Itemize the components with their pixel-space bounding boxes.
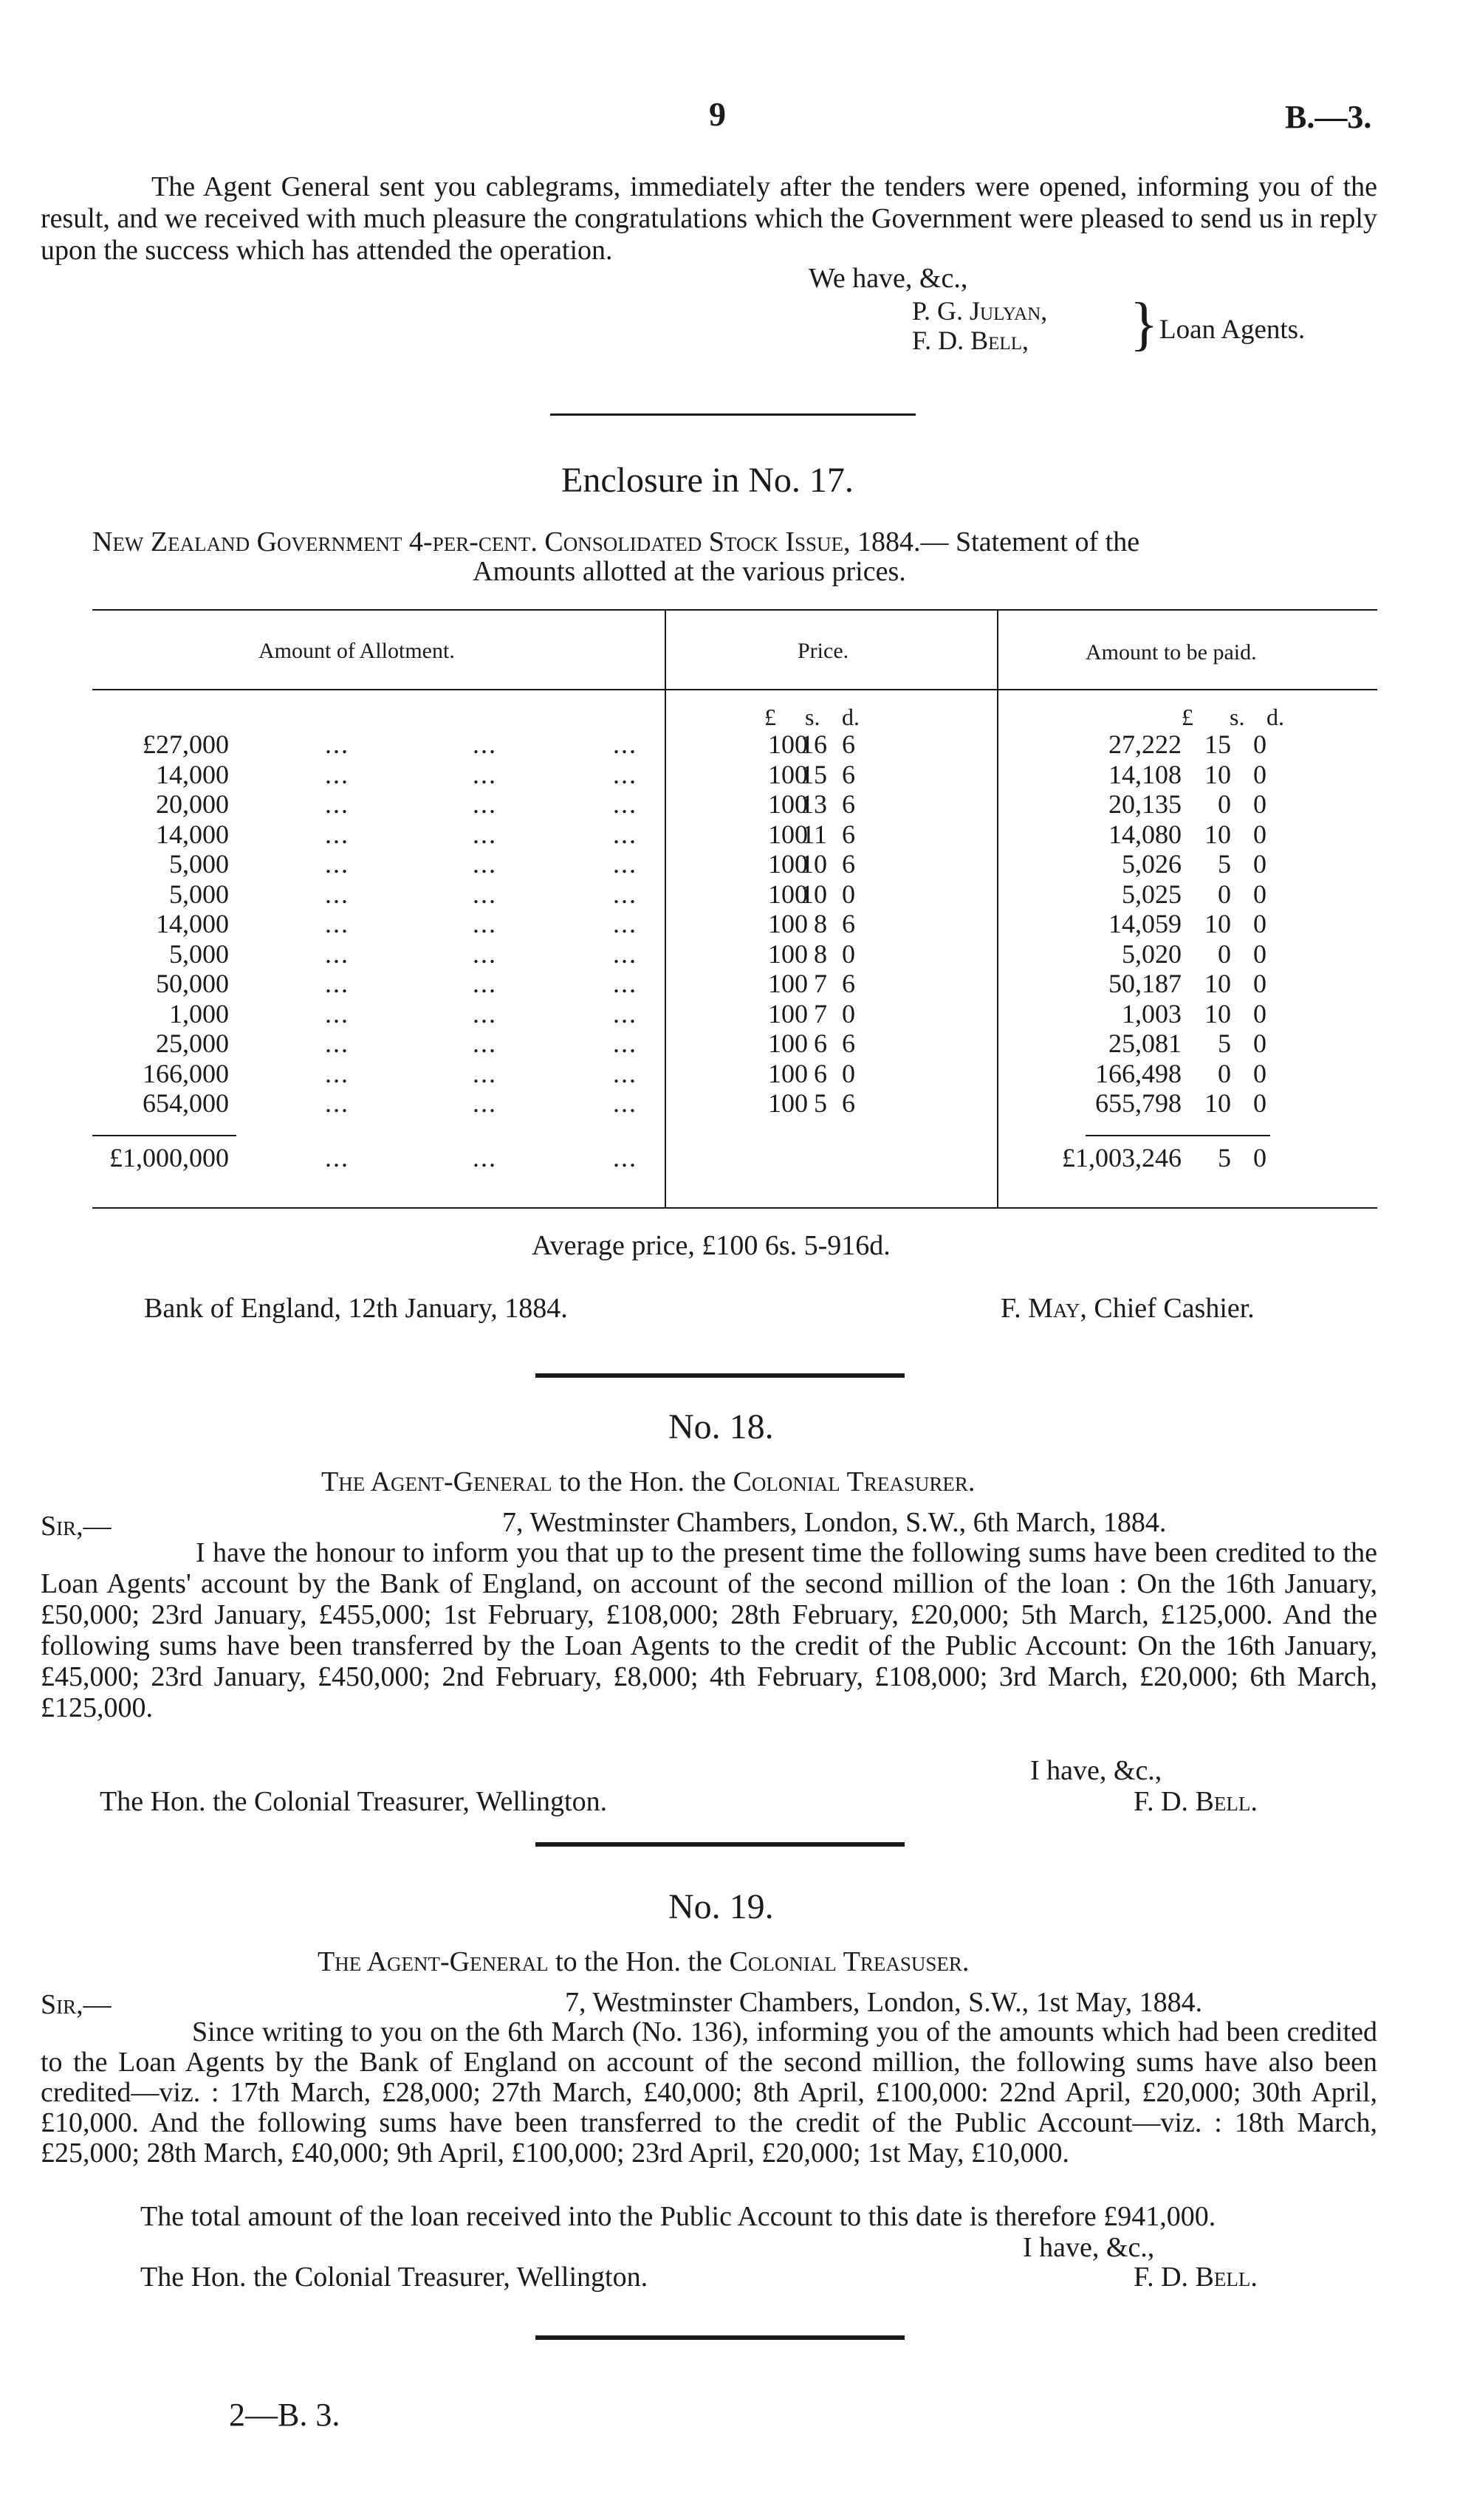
cashier-signature — [1001, 1292, 1255, 1325]
enclosure-title — [92, 526, 1377, 558]
amount-shillings-cell: 5 — [1218, 1029, 1231, 1058]
price-pence-cell: 0 — [842, 938, 855, 969]
table-bottom-rule — [92, 1207, 1377, 1209]
price-pence-cell: 0 — [842, 879, 855, 909]
price-pounds-cell: 100 — [768, 1058, 808, 1088]
dots-1: ... — [325, 909, 349, 938]
letter-18-salutation: Sir,— — [41, 1511, 112, 1542]
amount-pence-cell: 0 — [1253, 759, 1266, 789]
dots-2: ... — [473, 1029, 497, 1058]
amount-shillings-cell: 5 — [1218, 849, 1231, 879]
dots-1: ... — [325, 819, 349, 849]
price-pounds-cell: 100 — [768, 819, 808, 849]
price-pence-cell: 6 — [842, 789, 855, 819]
sender: The Agent-General — [321, 1466, 552, 1497]
amount-pence-cell: 0 — [1253, 1029, 1266, 1058]
allotment-cell: 14,000 — [156, 909, 229, 938]
amount-shillings-cell: 15 — [1204, 729, 1231, 759]
col-header-price: Price. — [798, 639, 849, 663]
allotment-table — [92, 609, 1377, 1218]
amount-pounds-cell: 5,026 — [1122, 849, 1182, 879]
amount-shillings-cell: 0 — [1218, 879, 1231, 909]
allotment-cell: 50,000 — [156, 969, 229, 998]
amount-pence-cell: 0 — [1253, 1088, 1266, 1118]
dots-2: ... — [473, 819, 497, 849]
amount-pence-cell: 0 — [1253, 1058, 1266, 1088]
price-pounds-cell: 100 — [768, 938, 808, 969]
dots-1: ... — [325, 1058, 349, 1088]
amount-shillings-cell: 10 — [1204, 819, 1231, 849]
dots-3: ... — [613, 998, 637, 1029]
price-pence-cell: 6 — [842, 1088, 855, 1118]
letter-19-recipient: The Hon. the Colonial Treasurer, Wellington. — [140, 2262, 648, 2293]
signatories-brace: } — [1130, 292, 1159, 357]
amount-pounds-cell: 25,081 — [1108, 1029, 1182, 1058]
amount-pounds-cell: 14,108 — [1108, 759, 1182, 789]
amount-shillings-cell: 10 — [1204, 1088, 1231, 1118]
letter-18-recipient: The Hon. the Colonial Treasurer, Wellington. — [100, 1786, 608, 1817]
col-header-amount: Amount to be paid. — [1086, 640, 1257, 665]
allotment-cell: 166,000 — [143, 1058, 229, 1088]
dots-1: ... — [325, 938, 349, 969]
price-pounds-cell: 100 — [768, 729, 808, 759]
price-shillings-cell: 13 — [801, 789, 827, 819]
price-shillings-cell: 10 — [801, 879, 827, 909]
dots-2: ... — [473, 789, 497, 819]
dots-2: ... — [473, 998, 497, 1029]
letter-18-route — [321, 1466, 975, 1498]
allotment-cell: 5,000 — [169, 938, 229, 969]
price-shillings-cell: 10 — [801, 849, 827, 879]
route-prefix: to the Hon. the — [559, 1466, 726, 1497]
price-pounds-cell: 100 — [768, 789, 808, 819]
price-pence-cell: 6 — [842, 819, 855, 849]
letter-19-total: The total amount of the loan received into the Public Account to this date is therefore £941,000. — [140, 2201, 1216, 2232]
price-unit-pound: £ — [764, 704, 776, 730]
amount-shillings-cell: 0 — [1218, 1058, 1231, 1088]
allotment-cell: 654,000 — [143, 1088, 229, 1118]
dots-3: ... — [613, 729, 637, 759]
amount-pounds-cell: 20,135 — [1108, 789, 1182, 819]
letter-19-salutation: Sir,— — [41, 1989, 112, 2020]
enclosure-heading: Enclosure in No. 17. — [561, 461, 854, 500]
signatory-bell: F. D. Bell, — [912, 326, 1029, 355]
letter-18-closing: I have, &c., — [1023, 1754, 1162, 1787]
section-divider — [535, 1373, 905, 1378]
section-divider — [550, 413, 916, 416]
total-dots-1: ... — [325, 1143, 349, 1173]
total-amount-pounds: £1,003,246 — [1062, 1143, 1182, 1173]
table-header-rule — [92, 689, 1377, 690]
dots-1: ... — [325, 729, 349, 759]
letter-18-heading: No. 18. — [668, 1407, 774, 1446]
total-amount-shillings: 5 — [1218, 1143, 1231, 1173]
sender: The Agent-General — [318, 1946, 549, 1977]
price-pounds-cell: 100 — [768, 909, 808, 938]
amount-pounds-cell: 1,003 — [1122, 998, 1182, 1029]
letter-19-route — [318, 1946, 969, 1978]
dots-1: ... — [325, 879, 349, 909]
price-pounds-cell: 100 — [768, 759, 808, 789]
amount-pounds-cell: 27,222 — [1108, 729, 1182, 759]
bank-date-line: Bank of England, 12th January, 1884. — [144, 1293, 568, 1324]
price-pounds-cell: 100 — [768, 1029, 808, 1058]
stock-issue-name: New Zealand Government 4-per-cent. Consolidated Stock Issue, — [92, 526, 851, 557]
price-unit-shilling: s. — [805, 704, 820, 730]
total-allotment: £1,000,000 — [109, 1143, 229, 1173]
price-pounds-cell: 100 — [768, 879, 808, 909]
dots-1: ... — [325, 789, 349, 819]
price-shillings-cell: 6 — [814, 1058, 827, 1088]
allotment-cell: 14,000 — [156, 819, 229, 849]
price-pence-cell: 6 — [842, 1029, 855, 1058]
letter-body: The Agent General sent you cablegrams, immediately after the tenders were opened, informing you of the result, and we received with much pleasure the congratulations which the Government were pleased to send us in reply upon the success which has attended the operation. — [41, 171, 1377, 266]
amount-pounds-cell: 50,187 — [1108, 969, 1182, 998]
amount-unit-pound: £ — [1182, 704, 1193, 730]
enclosure-subtitle: Amounts allotted at the various prices. — [473, 556, 906, 587]
letter-19-heading: No. 19. — [668, 1887, 774, 1926]
amount-shillings-cell: 0 — [1218, 789, 1231, 819]
amount-pounds-cell: 655,798 — [1095, 1088, 1182, 1118]
dots-3: ... — [613, 969, 637, 998]
letter-19-address: 7, Westminster Chambers, London, S.W., 1st May, 1884. — [565, 1987, 1203, 2018]
table-col-divider-1 — [665, 609, 666, 1207]
price-pounds-cell: 100 — [768, 849, 808, 879]
amount-unit-shilling: s. — [1230, 704, 1245, 730]
dots-1: ... — [325, 849, 349, 879]
dots-3: ... — [613, 938, 637, 969]
dots-1: ... — [325, 1088, 349, 1118]
allotment-cell: 5,000 — [169, 879, 229, 909]
amount-pence-cell: 0 — [1253, 849, 1266, 879]
dots-2: ... — [473, 909, 497, 938]
amount-pence-cell: 0 — [1253, 998, 1266, 1029]
price-pence-cell: 6 — [842, 849, 855, 879]
price-pounds-cell: 100 — [768, 1088, 808, 1118]
dots-3: ... — [613, 1088, 637, 1118]
dots-2: ... — [473, 938, 497, 969]
amount-shillings-cell: 10 — [1204, 998, 1231, 1029]
dots-1: ... — [325, 759, 349, 789]
amount-pence-cell: 0 — [1253, 938, 1266, 969]
dots-1: ... — [325, 998, 349, 1029]
signature-mark: 2—B. 3. — [229, 2397, 340, 2433]
recipient-title: Colonial Treasurer. — [733, 1466, 976, 1497]
dots-2: ... — [473, 1088, 497, 1118]
allotment-cell: 25,000 — [156, 1029, 229, 1058]
dots-1: ... — [325, 1029, 349, 1058]
table-top-rule — [92, 609, 1377, 611]
cashier-name: F. May, — [1001, 1293, 1087, 1324]
total-rule-amount — [1086, 1135, 1270, 1136]
amount-shillings-cell: 10 — [1204, 909, 1231, 938]
amount-pounds-cell: 14,059 — [1108, 909, 1182, 938]
price-pence-cell: 0 — [842, 998, 855, 1029]
dots-2: ... — [473, 759, 497, 789]
dots-2: ... — [473, 879, 497, 909]
amount-shillings-cell: 10 — [1204, 969, 1231, 998]
page-reference: B.—3. — [1285, 99, 1372, 135]
price-shillings-cell: 5 — [814, 1088, 827, 1118]
dots-3: ... — [613, 879, 637, 909]
allotment-cell: 20,000 — [156, 789, 229, 819]
amount-pounds-cell: 14,080 — [1108, 819, 1182, 849]
dots-3: ... — [613, 909, 637, 938]
price-shillings-cell: 11 — [801, 819, 827, 849]
amount-pounds-cell: 5,025 — [1122, 879, 1182, 909]
price-shillings-cell: 8 — [814, 938, 827, 969]
amount-pence-cell: 0 — [1253, 909, 1266, 938]
allotment-cell: 14,000 — [156, 759, 229, 789]
allotment-cell: 5,000 — [169, 849, 229, 879]
amount-unit-pence: d. — [1266, 704, 1284, 730]
letter-19-signature: F. D. Bell. — [1134, 2262, 1258, 2293]
letter-18-signature: F. D. Bell. — [1134, 1786, 1258, 1817]
price-pence-cell: 6 — [842, 969, 855, 998]
price-pounds-cell: 100 — [768, 969, 808, 998]
price-pence-cell: 6 — [842, 759, 855, 789]
dots-3: ... — [613, 789, 637, 819]
dots-3: ... — [613, 1058, 637, 1088]
cashier-title: Chief Cashier. — [1094, 1293, 1255, 1324]
amount-pence-cell: 0 — [1253, 879, 1266, 909]
section-divider — [535, 1842, 905, 1847]
dots-2: ... — [473, 729, 497, 759]
dots-2: ... — [473, 849, 497, 879]
price-pence-cell: 0 — [842, 1058, 855, 1088]
section-divider — [535, 2335, 905, 2340]
price-shillings-cell: 15 — [801, 759, 827, 789]
price-shillings-cell: 8 — [814, 909, 827, 938]
average-price: Average price, £100 6s. 5-916d. — [532, 1230, 891, 1261]
price-pence-cell: 6 — [842, 909, 855, 938]
letter-closing: We have, &c., — [809, 263, 968, 294]
dots-3: ... — [613, 1029, 637, 1058]
letter-18-address: 7, Westminster Chambers, London, S.W., 6th March, 1884. — [502, 1507, 1167, 1538]
total-dots-3: ... — [613, 1143, 637, 1173]
total-amount-pence: 0 — [1253, 1143, 1266, 1173]
allotment-cell: 1,000 — [169, 998, 229, 1029]
letter-19-body: Since writing to you on the 6th March (No. 136), informing you of the amounts which had been credited to the Loan Agents by the Bank of England on account of the second million, the following sums have also been credited—viz. : 17th March, £28,000; 27th March, £40,000; 8th April, £100,000: 22nd April, £20,000; 30th April, £10,000. And the following sums have been transferred to the credit of the Public Account—viz. : 18th March, £25,000; 28th March, £40,000; 9th April, £100,000; 23rd April, £20,000; 1st May, £10,000. — [41, 2016, 1377, 2169]
col-header-allotment: Amount of Allotment. — [258, 639, 455, 663]
allotment-cell: £27,000 — [143, 729, 229, 759]
dots-3: ... — [613, 849, 637, 879]
amount-shillings-cell: 0 — [1218, 938, 1231, 969]
amount-shillings-cell: 10 — [1204, 759, 1231, 789]
letter-19-closing: I have, &c., — [1023, 2232, 1155, 2263]
stock-issue-year: 1884.— Statement of the — [857, 526, 1140, 557]
price-pence-cell: 6 — [842, 729, 855, 759]
signatory-julyan: P. G. Julyan, — [912, 296, 1048, 326]
price-shillings-cell: 7 — [814, 969, 827, 998]
amount-pounds-cell: 5,020 — [1122, 938, 1182, 969]
price-shillings-cell: 7 — [814, 998, 827, 1029]
dots-3: ... — [613, 819, 637, 849]
dots-3: ... — [613, 759, 637, 789]
dots-2: ... — [473, 969, 497, 998]
dots-1: ... — [325, 969, 349, 998]
total-rule-allotment — [92, 1135, 236, 1136]
amount-pence-cell: 0 — [1253, 789, 1266, 819]
price-shillings-cell: 16 — [801, 729, 827, 759]
amount-pence-cell: 0 — [1253, 729, 1266, 759]
amount-pounds-cell: 166,498 — [1095, 1058, 1182, 1088]
price-unit-pence: d. — [842, 704, 860, 730]
route-prefix: to the Hon. the — [555, 1946, 722, 1977]
loan-agents-label: Loan Agents. — [1159, 315, 1306, 345]
recipient-title: Colonial Treasuser. — [729, 1946, 970, 1977]
page-number: 9 — [709, 95, 726, 133]
total-dots-2: ... — [473, 1143, 497, 1173]
amount-pence-cell: 0 — [1253, 819, 1266, 849]
dots-2: ... — [473, 1058, 497, 1088]
price-shillings-cell: 6 — [814, 1029, 827, 1058]
amount-pence-cell: 0 — [1253, 969, 1266, 998]
letter-18-body: I have the honour to inform you that up to the present time the following sums have been credited to the Loan Agents' account by the Bank of England, on account of the second million of the loan : On the 16th January, £50,000; 23rd January, £455,000; 1st February, £108,000; 28th February, £20,000; 5th March, £125,000. And the following sums have been transferred by the Loan Agents to the credit of the Public Account: On the 16th January, £45,000; 23rd January, £450,000; 2nd February, £8,000; 4th February, £108,000; 3rd March, £20,000; 6th March, £125,000. — [41, 1537, 1377, 1723]
price-pounds-cell: 100 — [768, 998, 808, 1029]
